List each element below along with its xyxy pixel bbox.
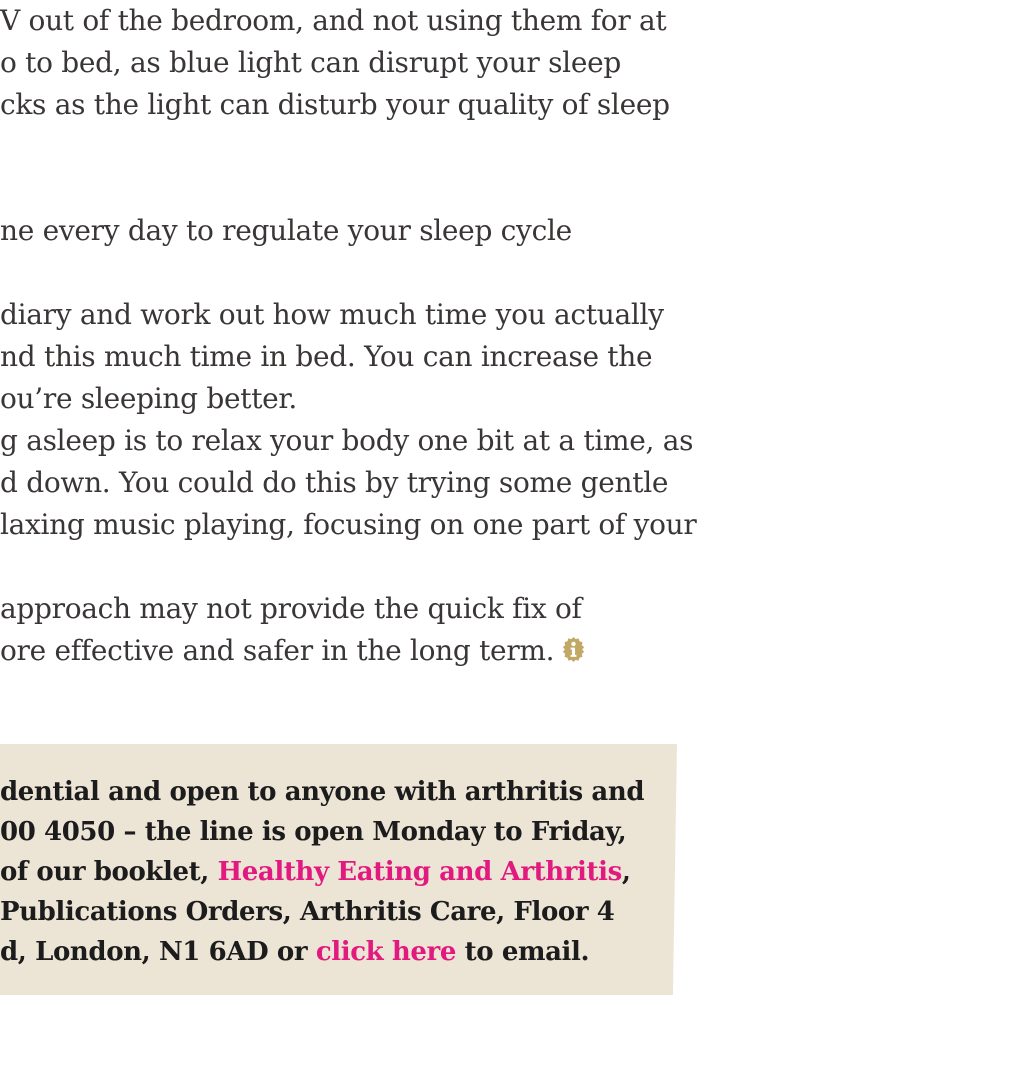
info-icon[interactable] — [560, 636, 587, 663]
callout-line-text: d, London, N1 6AD or — [0, 937, 316, 967]
callout-line-text: , — [621, 857, 631, 887]
paragraph-line: ou’re sleeping better. — [0, 382, 298, 415]
paragraph-line-text: ore effective and safer in the long term. — [0, 634, 555, 667]
paragraph-line: d down. You could do this by trying some gentle — [0, 466, 669, 499]
paragraph-line: laxing music playing, focusing on one part of your — [0, 508, 697, 541]
callout-line: 00 4050 – the line is open Monday to Friday, — [0, 817, 627, 847]
callout-line: Publications Orders, Arthritis Care, Floor 4 — [0, 897, 615, 927]
paragraph-line: nd this much time in bed. You can increase the — [0, 340, 653, 373]
paragraph-line: diary and work out how much time you actually — [0, 298, 664, 331]
paragraph-line: cks as the light can disturb your quality of sleep — [0, 88, 670, 121]
paragraph-line-with-icon — [0, 630, 587, 672]
callout-line: dential and open to anyone with arthritis and — [0, 777, 645, 807]
callout-line-text: to email. — [455, 937, 590, 967]
callout-line — [0, 852, 631, 892]
paragraph-line: o to bed, as blue light can disrupt your sleep — [0, 46, 621, 79]
paragraph-line: approach may not provide the quick fix of — [0, 592, 582, 625]
callout-line-text: of our booklet, — [0, 857, 218, 887]
paragraph-line: g asleep is to relax your body one bit at a time, as — [0, 424, 694, 457]
paragraph-line: V out of the bedroom, and not using them for at — [0, 4, 667, 37]
healthy-eating-booklet-link[interactable]: Healthy Eating and Arthritis — [217, 857, 622, 887]
callout-line — [0, 932, 589, 972]
paragraph-line: ne every day to regulate your sleep cycle — [0, 214, 572, 247]
click-here-email-link[interactable]: click here — [315, 937, 456, 967]
